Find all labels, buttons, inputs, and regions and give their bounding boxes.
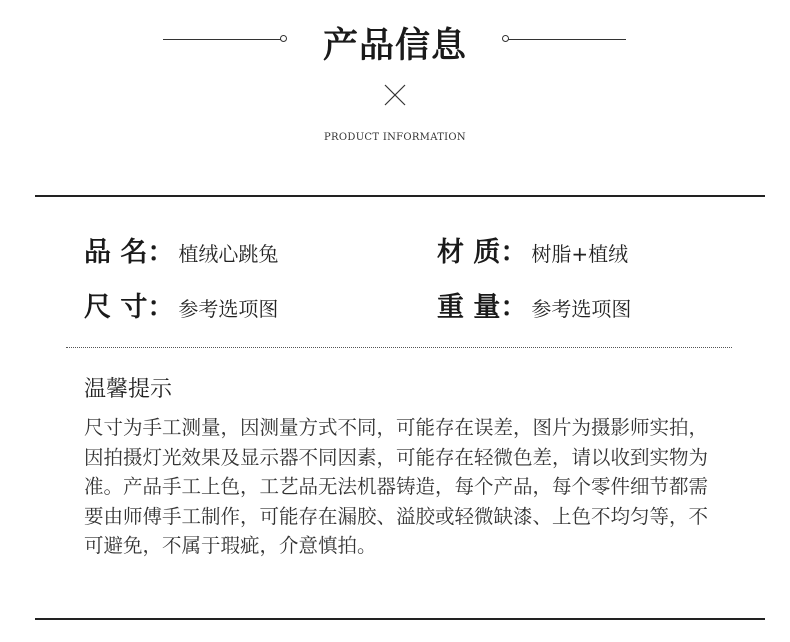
product-info-header	[0, 0, 790, 190]
top-rule	[35, 195, 765, 197]
spec-size-value: 参考选项图	[178, 297, 279, 321]
bottom-rule	[35, 618, 765, 620]
dotted-divider	[66, 347, 732, 348]
spec-weight-value: 参考选项图	[531, 297, 632, 321]
spec-name-value: 植绒心跳兔	[178, 242, 279, 266]
right-divider-line	[508, 39, 626, 40]
spec-material	[437, 230, 628, 269]
spec-name-label: 品 名：	[84, 237, 175, 268]
spec-size-label: 尺 寸：	[84, 292, 175, 323]
section-subtitle: PRODUCT INFORMATION	[324, 132, 466, 143]
section-title: 产品信息	[322, 26, 467, 66]
spec-weight-label: 重 量：	[437, 292, 528, 323]
cross-icon	[383, 83, 407, 107]
notice-title: 温馨提示	[84, 377, 173, 402]
spec-name	[84, 230, 278, 269]
spec-size	[84, 285, 278, 324]
spec-weight	[437, 285, 631, 324]
spec-material-label: 材 质：	[437, 237, 528, 268]
notice-body: 尺寸为手工测量，因测量方式不同，可能存在误差，图片为摄影师实拍，因拍摄灯光效果及显示器不同因素，可能存在轻微色差，请以收到实物为准。产品手工上色，工艺品无法机器铸造，每个产品，每个零件细节都需要由师傅手工制作，可能存在漏胶、溢胶或轻微缺漆、上色不均匀等，不可避免，不属于瑕疵，介意慎拍。	[84, 416, 709, 557]
spec-material-value: 树脂+植绒	[531, 242, 629, 266]
